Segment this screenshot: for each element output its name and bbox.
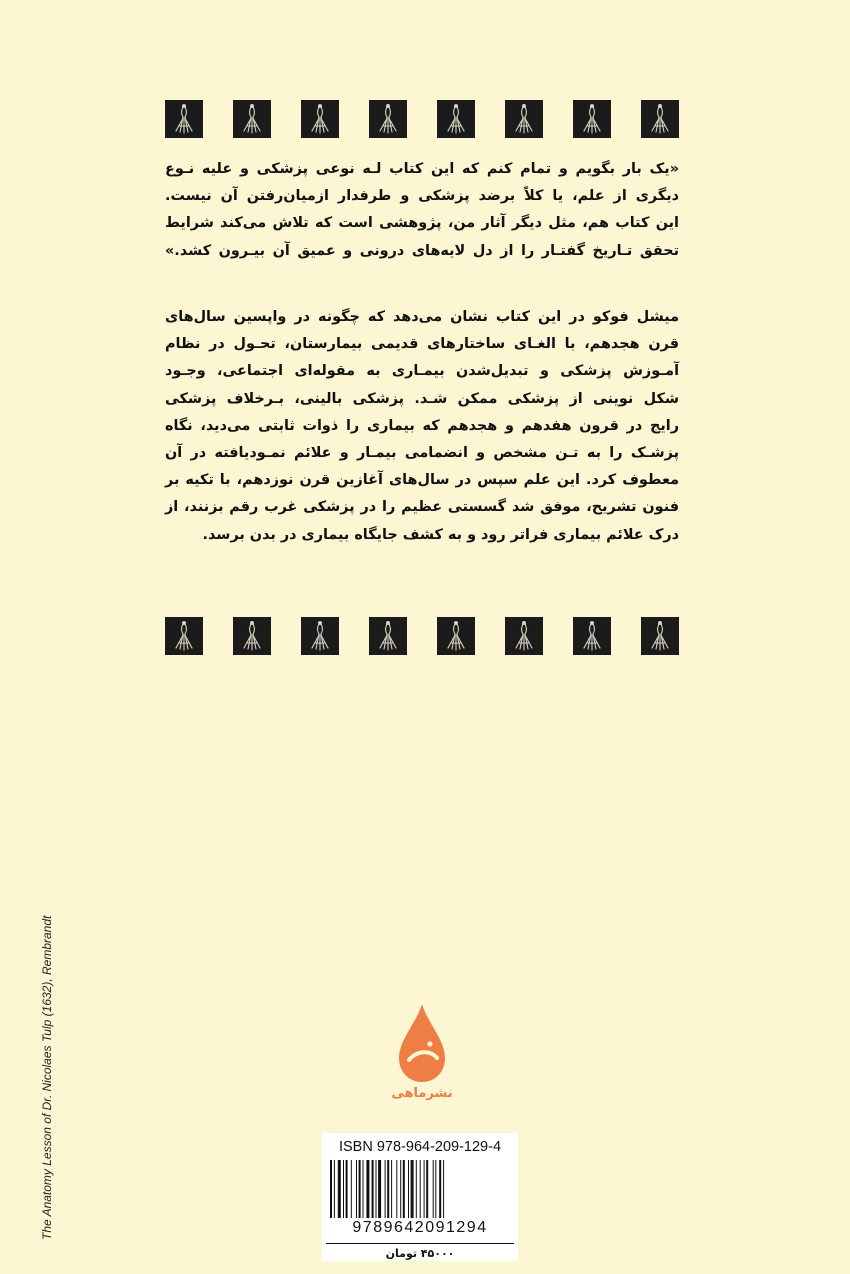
price-label: ۴۵۰۰۰ تومان [385, 1247, 455, 1260]
description-line: رایج در قرون هفدهم و هجدهم که بیماری را ذوات ثابتی می‌دید، نگاه [165, 417, 679, 434]
barcode-bar [420, 1160, 421, 1218]
anatomy-tile-icon [641, 100, 679, 138]
barcode-box [322, 1133, 518, 1261]
anatomy-tile-icon [301, 100, 339, 138]
quote-line: دیگری از علم، یا کلاً برضد پزشکی و طرفدار ازمیان‌رفتن آن نیست. [165, 188, 679, 205]
anatomy-tile-icon [437, 100, 475, 138]
anatomy-tile-icon [641, 617, 679, 655]
barcode-bar [363, 1160, 364, 1218]
description-line: معطوف کرد. این علم سپس در سال‌های آغازین قرن نوزدهم، با تکیه بر [165, 472, 679, 489]
barcode-bar [391, 1160, 392, 1218]
barcode-bar [424, 1160, 425, 1218]
barcode-bar [359, 1160, 361, 1218]
anatomy-tile-icon [301, 617, 339, 655]
barcode-bar [330, 1160, 332, 1218]
barcode-bar [378, 1160, 381, 1218]
barcode-bar [439, 1160, 441, 1218]
barcode-bar [400, 1160, 401, 1218]
anatomy-tile-icon [573, 617, 611, 655]
description-line: آمـوزش پزشکی و تبدیل‌شدن بیمـاری به مقوله‌ای اجتماعی، وجـود [165, 363, 679, 380]
barcode-bar [433, 1160, 434, 1218]
description-line: شکل نوینی از پزشکی ممکن شـد. پزشکی بالینی، بـرخلاف پزشکی [165, 390, 679, 407]
quote-line: این کتاب هم، مثل دیگر آثار من، پژوهشی است که تلاش می‌کند شرایط [165, 215, 679, 232]
barcode-bar [387, 1160, 389, 1218]
decorative-tile-row-bottom [165, 617, 679, 655]
isbn-label: ISBN 978-964-209-129-4 [338, 1139, 502, 1155]
barcode-bar [403, 1160, 405, 1218]
barcode-bar [435, 1160, 436, 1218]
description-paragraph [165, 304, 679, 549]
price-divider [326, 1243, 514, 1244]
barcode-bar [346, 1160, 348, 1218]
anatomy-tile-icon [369, 100, 407, 138]
image-credit: The Anatomy Lesson of Dr. Nicolaes Tulp (1632), Rembrandt [40, 915, 54, 1240]
quote-line: تحقق تـاریخ گفتـار را از دل لایه‌های درونی و عمیق آن بیـرون کشد.» [165, 242, 679, 259]
barcode-digits: 9789642091294 [352, 1219, 488, 1236]
barcode-bar [426, 1160, 428, 1218]
description-line: درک علائم بیماری فراتر رود و به کشف جایگاه بیماری در بدن برسد. [202, 526, 679, 543]
quote-paragraph [165, 156, 679, 265]
barcode-bar [343, 1160, 344, 1218]
anatomy-tile-icon [165, 617, 203, 655]
anatomy-tile-icon [165, 100, 203, 138]
barcode-bar [443, 1160, 444, 1218]
anatomy-tile-icon [505, 617, 543, 655]
publisher-logo [387, 1000, 457, 1110]
anatomy-tile-icon [505, 100, 543, 138]
description-line: قرن هجدهم، با الغـای ساختارهای قدیمی بیمارستان، تحـول در نظام [165, 336, 679, 353]
barcode-bar [376, 1160, 377, 1218]
fish-drop-icon [387, 1000, 457, 1086]
description-line: پزشـک را به تـن مشخص و انضمامی بیمـار و علائم نمـودیافته در آن [165, 445, 679, 462]
quote-line: «یک بار بگویم و تمام کنم که این کتاب لـه نوعی پزشکی و علیه نـوع [165, 161, 679, 177]
barcode-bar [416, 1160, 417, 1218]
description-line: میشل فوکو در این کتاب نشان می‌دهد که چگونه در واپسین سال‌های [165, 309, 679, 325]
barcode-bar [396, 1160, 397, 1218]
barcode-bar [338, 1160, 341, 1218]
barcode-bar [334, 1160, 335, 1218]
barcode-icon [330, 1160, 510, 1218]
decorative-tile-row-top [165, 100, 679, 138]
barcode-bar [366, 1160, 369, 1218]
barcode-bar [408, 1160, 409, 1218]
barcode-bar [411, 1160, 414, 1218]
barcode-bar [372, 1160, 374, 1218]
barcode-bar [356, 1160, 357, 1218]
anatomy-tile-icon [573, 100, 611, 138]
anatomy-tile-icon [233, 617, 271, 655]
anatomy-tile-icon [369, 617, 407, 655]
anatomy-tile-icon [437, 617, 475, 655]
publisher-name: نشرماهی [391, 1086, 453, 1101]
barcode-bar [351, 1160, 352, 1218]
barcode-bar [385, 1160, 386, 1218]
description-line: فنون تشریح، موفق شد گسستی عظیم را در پزشکی غرب رقم بزنند، از [165, 499, 679, 516]
anatomy-tile-icon [233, 100, 271, 138]
